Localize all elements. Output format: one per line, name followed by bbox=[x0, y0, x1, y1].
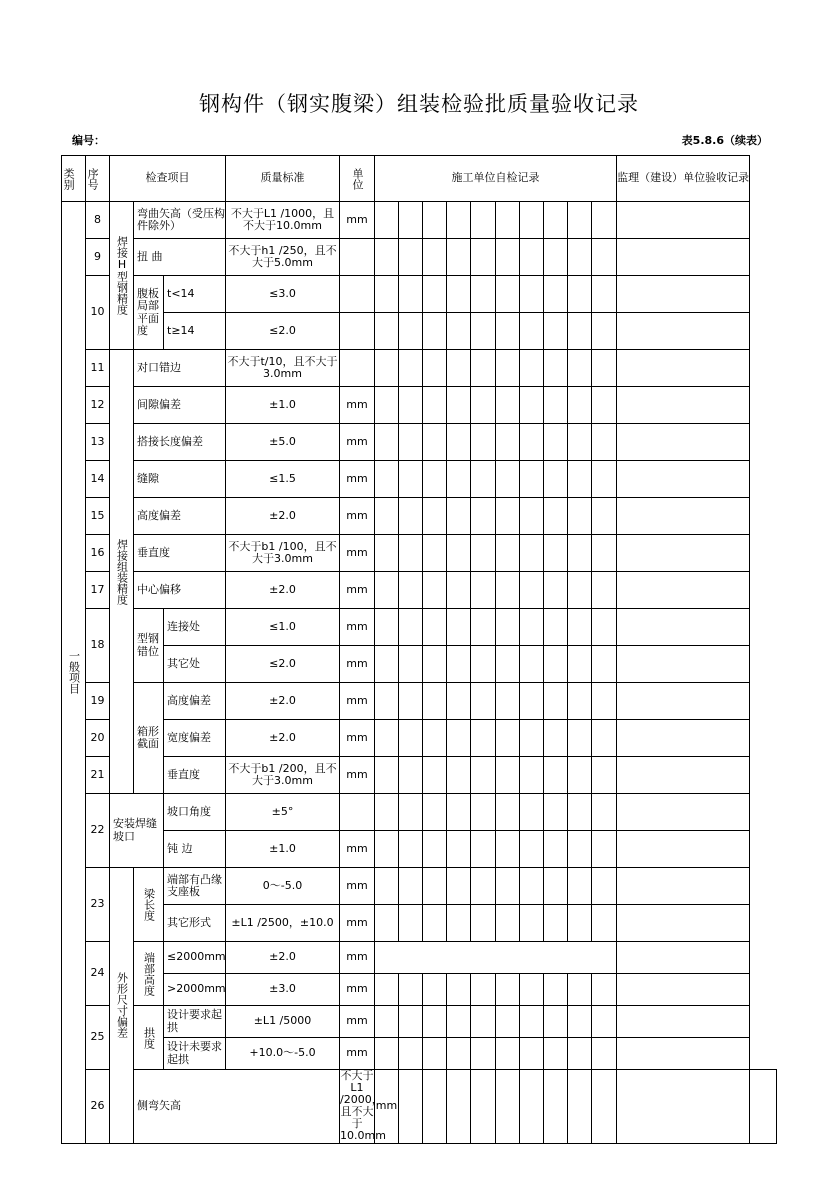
table-row bbox=[62, 905, 777, 942]
seq-cell: 11 bbox=[86, 350, 110, 387]
unit-cell: mm bbox=[340, 461, 375, 498]
unit-cell bbox=[340, 794, 375, 831]
header-unit: 单位 bbox=[351, 167, 365, 190]
table-row bbox=[62, 461, 777, 498]
header-category: 类别 bbox=[62, 167, 76, 190]
seq-cell: 21 bbox=[86, 757, 110, 794]
table-row bbox=[62, 1070, 777, 1144]
seq-cell: 12 bbox=[86, 387, 110, 424]
unit-cell: mm bbox=[340, 535, 375, 572]
standard-cell: ±2.0 bbox=[226, 720, 340, 757]
standard-cell: ±2.0 bbox=[226, 683, 340, 720]
item-cell: 垂直度 bbox=[134, 535, 226, 572]
standard-cell: ≤1.0 bbox=[226, 609, 340, 646]
header-standard: 质量标准 bbox=[226, 156, 340, 202]
standard-cell: 不大于b1 /100，且不大于3.0mm bbox=[226, 535, 340, 572]
table-row bbox=[62, 313, 777, 350]
item-cell: 侧弯矢高 bbox=[134, 1070, 340, 1144]
table-row bbox=[62, 350, 777, 387]
item-cell: 弯曲矢高（受压构件除外） bbox=[134, 202, 226, 239]
page-title: 钢构件（钢实腹梁）组装检验批质量验收记录 bbox=[199, 92, 639, 116]
seq-cell: 18 bbox=[86, 609, 110, 683]
category-general: 一般项目 bbox=[67, 650, 81, 695]
sub-item-cell: t≥14 bbox=[164, 313, 226, 350]
table-row bbox=[62, 1038, 777, 1070]
table-row bbox=[62, 498, 777, 535]
seq-cell: 10 bbox=[86, 276, 110, 350]
standard-cell: 不大于t/10，且不大于3.0mm bbox=[226, 350, 340, 387]
standard-cell: ≤1.5 bbox=[226, 461, 340, 498]
seq-cell: 8 bbox=[86, 202, 110, 239]
item-cell: 缝隙 bbox=[134, 461, 226, 498]
sub-item-cell: 设计未要求起拱 bbox=[164, 1038, 226, 1070]
table-row bbox=[62, 276, 777, 313]
standard-cell: ±1.0 bbox=[226, 831, 340, 868]
seq-cell: 16 bbox=[86, 535, 110, 572]
standard-cell: 不大于h1 /250，且不大于5.0mm bbox=[226, 239, 340, 276]
table-row bbox=[62, 424, 777, 461]
table-row bbox=[62, 202, 777, 239]
group-beam-length: 梁长度 bbox=[142, 888, 156, 921]
seq-cell: 19 bbox=[86, 683, 110, 720]
seq-cell: 22 bbox=[86, 794, 110, 868]
unit-cell: mm bbox=[340, 683, 375, 720]
item-cell: 扭 曲 bbox=[134, 239, 226, 276]
sub-item-cell: >2000mm bbox=[164, 974, 226, 1006]
unit-cell: mm bbox=[340, 831, 375, 868]
unit-cell bbox=[340, 313, 375, 350]
seq-cell: 9 bbox=[86, 239, 110, 276]
standard-cell: ±3.0 bbox=[226, 974, 340, 1006]
sub-item-cell: 连接处 bbox=[164, 609, 226, 646]
standard-cell: ±5° bbox=[226, 794, 340, 831]
standard-cell: ≤3.0 bbox=[226, 276, 340, 313]
table-row bbox=[62, 535, 777, 572]
unit-cell: mm bbox=[340, 609, 375, 646]
sub-item-cell: t<14 bbox=[164, 276, 226, 313]
item-cell: 腹板局部平面度 bbox=[134, 276, 164, 350]
unit-cell: mm bbox=[340, 1038, 375, 1070]
standard-cell: 不大于L1 /2000，且不大于10.0mm bbox=[340, 1069, 386, 1143]
group-h-precision: 焊接H型钢精度 bbox=[115, 236, 129, 315]
header-self-check: 施工单位自检记录 bbox=[375, 156, 617, 202]
sub-item-cell: 设计要求起拱 bbox=[164, 1006, 226, 1038]
table-row bbox=[62, 974, 777, 1006]
standard-cell: ±2.0 bbox=[226, 942, 340, 974]
inspection-record-table bbox=[61, 155, 777, 1144]
standard-cell: ≤2.0 bbox=[226, 313, 340, 350]
unit-cell bbox=[340, 239, 375, 276]
unit-cell: mm bbox=[375, 1070, 399, 1144]
table-row bbox=[62, 868, 777, 905]
item-cell: 箱形截面 bbox=[134, 683, 164, 794]
sub-item-cell: 高度偏差 bbox=[164, 683, 226, 720]
standard-cell: 0～-5.0 bbox=[226, 868, 340, 905]
sub-item-cell: 其它形式 bbox=[164, 905, 226, 942]
header-supervision: 监理（建设）单位验收记录 bbox=[617, 156, 750, 202]
seq-cell: 24 bbox=[86, 942, 110, 1006]
standard-cell: ±2.0 bbox=[226, 498, 340, 535]
unit-cell: mm bbox=[340, 387, 375, 424]
seq-cell: 23 bbox=[86, 868, 110, 942]
table-row bbox=[62, 1006, 777, 1038]
seq-cell: 14 bbox=[86, 461, 110, 498]
group-outer-size: 外形尺寸偏差 bbox=[115, 972, 129, 1039]
header-seq: 序号 bbox=[86, 167, 100, 190]
table-row bbox=[62, 646, 777, 683]
table-row bbox=[62, 720, 777, 757]
unit-cell: mm bbox=[340, 720, 375, 757]
seq-cell: 13 bbox=[86, 424, 110, 461]
table-row bbox=[62, 387, 777, 424]
standard-cell: ±5.0 bbox=[226, 424, 340, 461]
unit-cell: mm bbox=[340, 202, 375, 239]
unit-cell bbox=[340, 276, 375, 313]
seq-cell: 25 bbox=[86, 1006, 110, 1070]
sub-item-cell: 坡口角度 bbox=[164, 794, 226, 831]
table-row bbox=[62, 572, 777, 609]
item-cell: 中心偏移 bbox=[134, 572, 226, 609]
unit-cell bbox=[340, 350, 375, 387]
sub-item-cell: 宽度偏差 bbox=[164, 720, 226, 757]
unit-cell: mm bbox=[340, 905, 375, 942]
unit-cell: mm bbox=[340, 942, 375, 974]
table-row bbox=[62, 794, 777, 831]
group-weld-precision: 焊接组装精度 bbox=[115, 538, 129, 605]
unit-cell: mm bbox=[340, 974, 375, 1006]
unit-cell: mm bbox=[340, 757, 375, 794]
unit-cell: mm bbox=[340, 424, 375, 461]
seq-cell: 17 bbox=[86, 572, 110, 609]
unit-cell: mm bbox=[340, 498, 375, 535]
standard-cell: ±L1 /5000 bbox=[226, 1006, 340, 1038]
header-item: 检查项目 bbox=[110, 156, 226, 202]
item-cell: 高度偏差 bbox=[134, 498, 226, 535]
unit-cell: mm bbox=[340, 868, 375, 905]
seq-cell: 15 bbox=[86, 498, 110, 535]
item-cell: 对口错边 bbox=[134, 350, 226, 387]
table-row bbox=[62, 831, 777, 868]
unit-cell: mm bbox=[340, 1006, 375, 1038]
standard-cell: ±1.0 bbox=[226, 387, 340, 424]
table-row bbox=[62, 942, 777, 974]
seq-cell: 20 bbox=[86, 720, 110, 757]
seq-cell: 26 bbox=[86, 1070, 110, 1144]
sub-item-cell: 其它处 bbox=[164, 646, 226, 683]
standard-cell: ±L1 /2500，±10.0 bbox=[226, 905, 340, 942]
standard-cell: 不大于L1 /1000，且不大于10.0mm bbox=[226, 202, 340, 239]
table-row bbox=[62, 609, 777, 646]
standard-cell: ≤2.0 bbox=[226, 646, 340, 683]
sub-item-cell: 垂直度 bbox=[164, 757, 226, 794]
item-cell: 型钢错位 bbox=[134, 609, 164, 683]
unit-cell: mm bbox=[340, 572, 375, 609]
record-code-label: 编号： bbox=[72, 134, 105, 147]
table-number: 表5.8.6（续表） bbox=[681, 134, 768, 147]
standard-cell: ±2.0 bbox=[226, 572, 340, 609]
item-cell: 间隙偏差 bbox=[134, 387, 226, 424]
item-cell: 安装焊缝坡口 bbox=[110, 794, 164, 868]
unit-cell: mm bbox=[340, 646, 375, 683]
table-row bbox=[62, 239, 777, 276]
item-cell: 搭接长度偏差 bbox=[134, 424, 226, 461]
header-row bbox=[62, 156, 777, 202]
standard-cell: 不大于b1 /200，且不大于3.0mm bbox=[226, 757, 340, 794]
table-row bbox=[62, 683, 777, 720]
group-end-height: 端部高度 bbox=[142, 951, 156, 996]
group-camber: 拱度 bbox=[142, 1026, 156, 1049]
sub-item-cell: ≤2000mm bbox=[164, 942, 226, 974]
sub-item-cell: 钝 边 bbox=[164, 831, 226, 868]
table-row bbox=[62, 757, 777, 794]
standard-cell: +10.0～-5.0 bbox=[226, 1038, 340, 1070]
sub-item-cell: 端部有凸缘支座板 bbox=[164, 868, 226, 905]
